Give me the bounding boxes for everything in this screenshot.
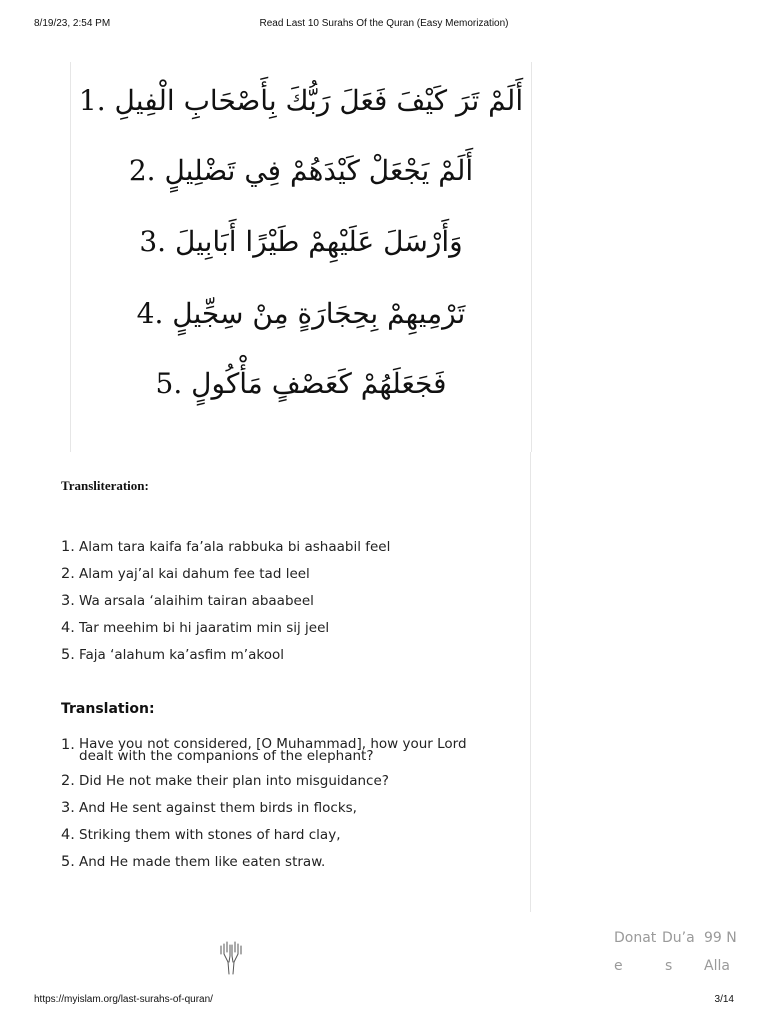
nav-donate-link[interactable]: Donat	[614, 930, 657, 946]
translation-line: Striking them with stones of hard clay,	[79, 827, 341, 843]
list-number: 4.	[61, 620, 75, 636]
list-item	[61, 774, 501, 789]
list-number: 3.	[61, 800, 75, 816]
nav-99-names-link[interactable]: 99 N	[704, 930, 737, 946]
list-number: 2.	[61, 566, 75, 582]
transliteration-line: Tar meehim bi hi jaaratim min sij jeel	[79, 620, 330, 636]
footer-nav	[614, 930, 768, 980]
list-number: 3.	[61, 593, 75, 609]
list-item	[61, 594, 501, 609]
arabic-verses-panel	[70, 62, 532, 452]
transliteration-line: Wa arsala ‘alaihim tairan abaabeel	[79, 593, 314, 609]
list-number: 4.	[61, 827, 75, 843]
print-header	[34, 18, 734, 32]
transliteration-line: Alam tara kaifa fa’ala rabbuka bi ashaabil feel	[79, 539, 391, 555]
list-item	[61, 801, 501, 816]
print-footer	[34, 994, 734, 1008]
list-item	[61, 540, 501, 555]
nav-99-names-link-cont[interactable]: Alla	[704, 958, 730, 974]
translation-list	[61, 738, 501, 882]
nav-donate-link-cont[interactable]: e	[614, 958, 623, 974]
content-divider	[530, 452, 531, 912]
list-number: 1.	[61, 539, 75, 555]
list-number: 5.	[61, 854, 75, 870]
list-item	[61, 648, 501, 663]
nav-duas-link[interactable]: Du’a	[662, 930, 695, 946]
arabic-verse-2: أَلَمْ يَجْعَلْ كَيْدَهُمْ فِي تَضْلِيلٍ .2	[128, 154, 474, 187]
list-number: 1.	[61, 737, 75, 753]
translation-line: Did He not make their plan into misguidance?	[79, 773, 389, 789]
print-page-title: Read Last 10 Surahs Of the Quran (Easy Memorization)	[259, 18, 509, 29]
list-item	[61, 621, 501, 636]
print-datetime: 8/19/23, 2:54 PM	[34, 18, 111, 29]
arabic-verse-1: أَلَمْ تَرَ كَيْفَ فَعَلَ رَبُّكَ بِأَصْحَابِ الْفِيلِ .1	[78, 84, 524, 117]
list-number: 5.	[61, 647, 75, 663]
list-item	[61, 855, 501, 870]
transliteration-line: Faja ‘alahum ka’asfim m’akool	[79, 647, 284, 663]
list-item	[61, 828, 501, 843]
list-item	[61, 738, 501, 762]
translation-line: Have you not considered, [O Muhammad], how your Lord dealt with the companions of the elephant?	[79, 736, 467, 764]
transliteration-heading: Transliteration:	[61, 478, 149, 493]
arabic-verse-4: تَرْمِيهِمْ بِحِجَارَةٍ مِنْ سِجِّيلٍ .4	[136, 297, 466, 330]
translation-heading: Translation:	[61, 701, 155, 717]
print-page-number: 3/14	[714, 994, 734, 1005]
transliteration-line: Alam yaj’al kai dahum fee tad leel	[79, 566, 310, 582]
nav-duas-link-cont[interactable]: s	[665, 958, 673, 974]
transliteration-list	[61, 540, 501, 675]
translation-line: And He made them like eaten straw.	[79, 854, 326, 870]
list-item	[61, 567, 501, 582]
translation-line: And He sent against them birds in flocks,	[79, 800, 357, 816]
arabic-verse-3: وَأَرْسَلَ عَلَيْهِمْ طَيْرًا أَبَابِيلَ .3	[139, 225, 463, 258]
list-number: 2.	[61, 773, 75, 789]
print-url: https://myislam.org/last-surahs-of-quran/	[34, 994, 213, 1005]
praying-hands-icon[interactable]	[216, 940, 246, 976]
arabic-verse-5: فَجَعَلَهُمْ كَعَصْفٍ مَأْكُولٍ .5	[155, 367, 447, 400]
